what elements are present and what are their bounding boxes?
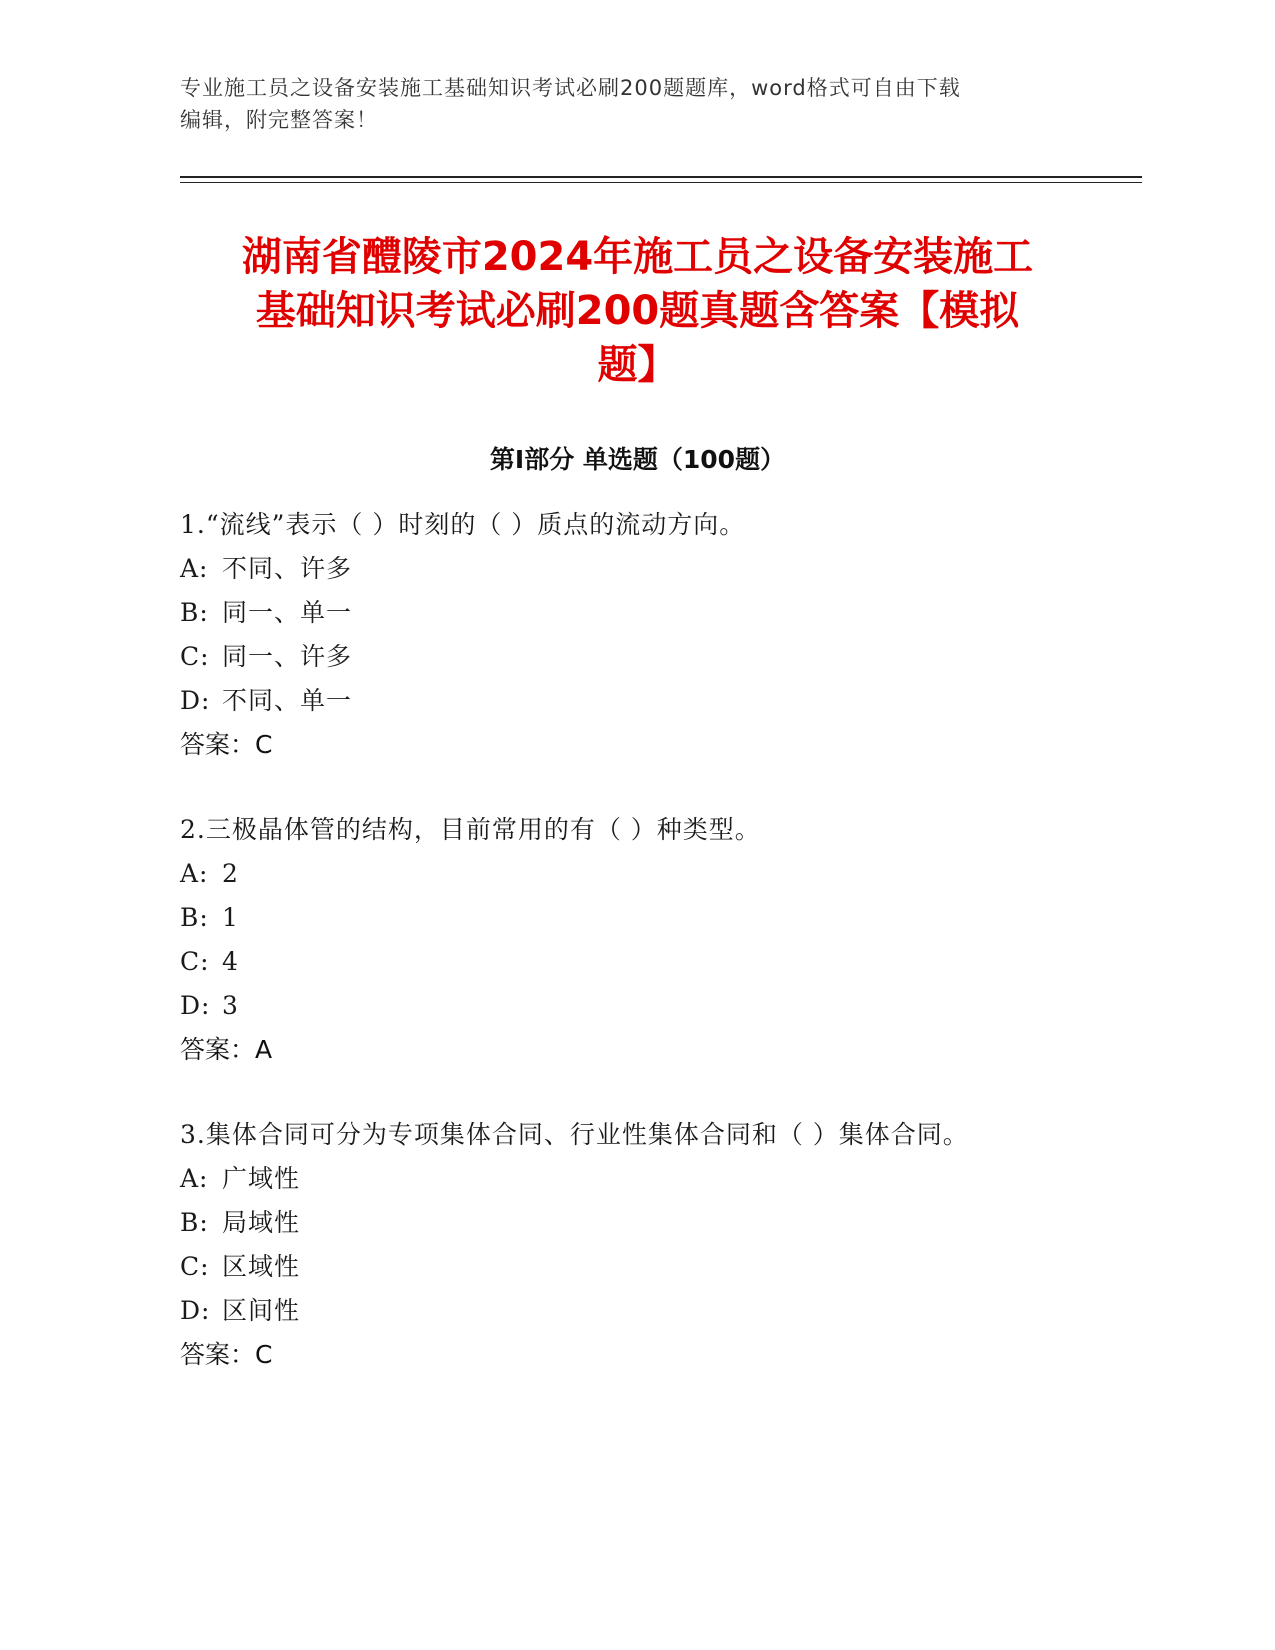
header-note (180, 72, 1040, 136)
option-key: A: (180, 554, 209, 583)
option-key: C: (180, 947, 210, 976)
option-text: 3 (222, 991, 239, 1020)
option-c (180, 1245, 1160, 1289)
option-d (180, 679, 1160, 723)
option-text: 不同、许多 (222, 554, 353, 583)
option-key: B: (180, 598, 209, 627)
option-key: C: (180, 1252, 210, 1281)
option-text: 不同、单一 (222, 686, 353, 715)
option-key: B: (180, 1208, 209, 1237)
option-text: 广域性 (222, 1164, 301, 1193)
option-key: A: (180, 1164, 209, 1193)
option-a (180, 547, 1160, 591)
option-text: 4 (222, 947, 239, 976)
option-d (180, 1289, 1160, 1333)
option-a (180, 852, 1160, 896)
option-c (180, 940, 1160, 984)
answer-label: 答案： (180, 730, 256, 759)
question-stem: 3.集体合同可分为专项集体合同、行业性集体合同和（ ）集体合同。 (180, 1120, 969, 1149)
option-key: A: (180, 859, 209, 888)
option-text: 1 (222, 903, 239, 932)
question-stem: 2.三极晶体管的结构，目前常用的有（ ）种类型。 (180, 815, 761, 844)
question-3 (180, 1113, 1160, 1377)
answer-value: C (255, 1340, 273, 1369)
question-stem: 1.“流线”表示（ ）时刻的（ ）质点的流动方向。 (180, 510, 746, 539)
answer-line (180, 723, 1160, 767)
header-divider-thin (180, 182, 1142, 183)
option-key: B: (180, 903, 209, 932)
option-b (180, 1201, 1160, 1245)
answer-label: 答案： (180, 1035, 256, 1064)
document-title (150, 230, 1125, 392)
option-text: 2 (222, 859, 239, 888)
option-a (180, 1157, 1160, 1201)
option-key: D: (180, 1296, 211, 1325)
answer-label: 答案： (180, 1340, 256, 1369)
answer-line (180, 1028, 1160, 1072)
option-key: C: (180, 642, 210, 671)
header-note-line-2: 编辑，附完整答案！ (180, 108, 378, 132)
option-key: D: (180, 991, 211, 1020)
question-1 (180, 503, 1160, 767)
option-d (180, 984, 1160, 1028)
option-b (180, 896, 1160, 940)
answer-value: C (255, 730, 273, 759)
option-text: 同一、许多 (222, 642, 353, 671)
answer-line (180, 1333, 1160, 1377)
option-b (180, 591, 1160, 635)
option-c (180, 635, 1160, 679)
option-text: 区域性 (222, 1252, 301, 1281)
question-2 (180, 808, 1160, 1072)
option-text: 局域性 (222, 1208, 301, 1237)
section-heading: 第Ⅰ部分 单选题（100题） (489, 445, 786, 474)
option-text: 区间性 (222, 1296, 301, 1325)
option-key: D: (180, 686, 211, 715)
answer-value: A (255, 1035, 273, 1064)
option-text: 同一、单一 (222, 598, 353, 627)
header-divider-thick (180, 176, 1142, 178)
document-title-line-1: 湖南省醴陵市2024年施工员之设备安装施工 (241, 234, 1034, 280)
document-title-line-2: 基础知识考试必刷200题真题含答案【模拟 (255, 288, 1020, 334)
document-title-line-3: 题】 (597, 342, 678, 388)
header-note-line-1: 专业施工员之设备安装施工基础知识考试必刷200题题库，word格式可自由下载 (180, 76, 961, 100)
